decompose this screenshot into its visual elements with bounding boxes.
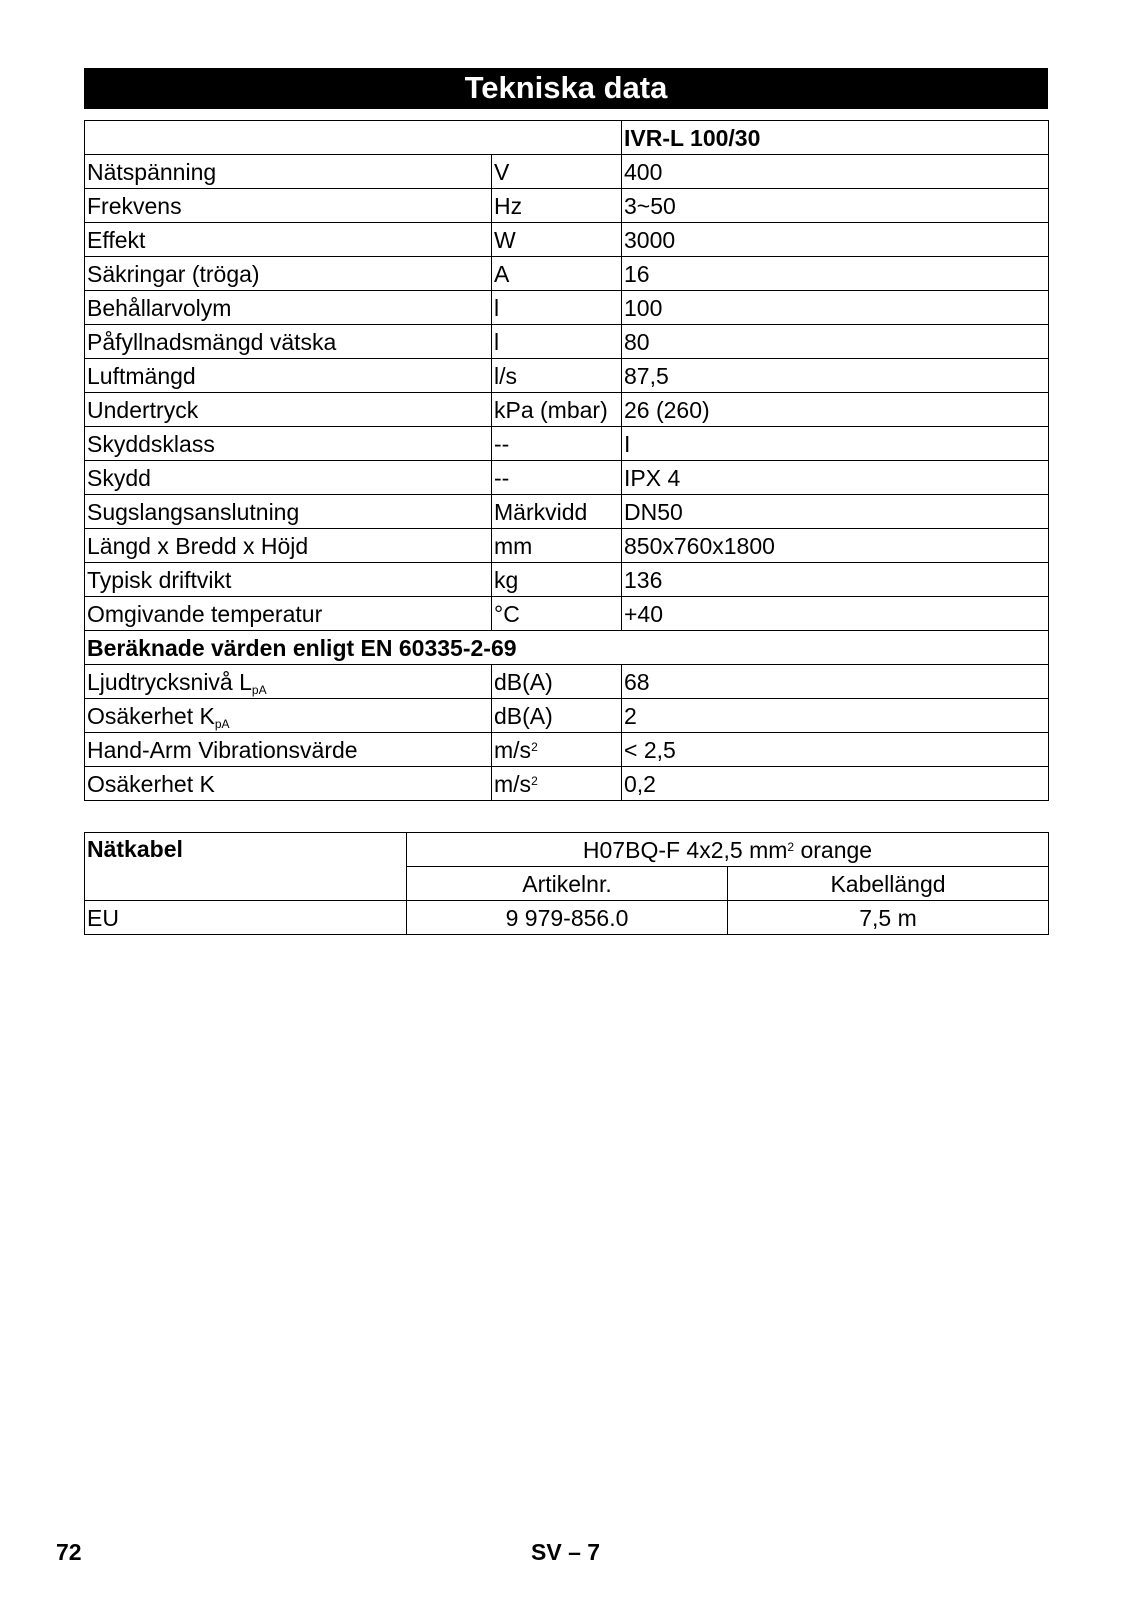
page-number: 72 (56, 1539, 82, 1565)
table-row (85, 461, 1049, 495)
row-label-text: Ljudtrycksnivå L (87, 668, 252, 695)
row-label: Luftmängd (85, 359, 492, 393)
row-label-text: Osäkerhet K (87, 702, 215, 729)
cable-article-number: 9 979-856.0 (407, 901, 728, 935)
table-row (85, 325, 1049, 359)
row-value: 26 (260) (622, 393, 1049, 427)
row-value: 16 (622, 257, 1049, 291)
cable-type-suffix: orange (794, 836, 873, 863)
row-value: 80 (622, 325, 1049, 359)
header-empty-cell (85, 121, 622, 155)
row-value: 68 (622, 665, 1049, 699)
table-row (85, 767, 1049, 801)
table-row (85, 155, 1049, 189)
row-label: Längd x Bredd x Höjd (85, 529, 492, 563)
cable-type-text: H07BQ-F 4x2,5 mm (582, 836, 788, 863)
row-unit: V (492, 155, 622, 189)
cable-length: 7,5 m (728, 901, 1049, 935)
table-row (85, 563, 1049, 597)
column-header-article: Artikelnr. (407, 867, 728, 901)
row-unit-superscript: 2 (531, 773, 538, 788)
row-unit (492, 733, 622, 767)
row-label: Omgivande temperatur (85, 597, 492, 631)
row-unit: Hz (492, 189, 622, 223)
cable-heading: Nätkabel (85, 833, 407, 901)
section-heading: Beräknade värden enligt EN 60335-2-69 (85, 631, 1049, 665)
row-unit: l (492, 291, 622, 325)
table-row (85, 529, 1049, 563)
row-label: Frekvens (85, 189, 492, 223)
table-row (85, 223, 1049, 257)
row-label: Typisk driftvikt (85, 563, 492, 597)
row-unit: kPa (mbar) (492, 393, 622, 427)
section-label: SV – 7 (531, 1539, 601, 1565)
cable-type-superscript: 2 (787, 839, 795, 854)
row-unit-text: m/s (494, 770, 532, 797)
page-title: Tekniska data (84, 68, 1048, 109)
row-value: 87,5 (622, 359, 1049, 393)
table-row (85, 393, 1049, 427)
cable-header-row (85, 833, 1049, 867)
row-unit (492, 767, 622, 801)
cable-row (85, 901, 1049, 935)
table-row (85, 257, 1049, 291)
table-header-row (85, 121, 1049, 155)
row-label: Skydd (85, 461, 492, 495)
cable-region: EU (85, 901, 407, 935)
row-value: 0,2 (622, 767, 1049, 801)
row-unit: -- (492, 427, 622, 461)
row-value: +40 (622, 597, 1049, 631)
row-label: Osäkerhet K (85, 767, 492, 801)
row-label: Skyddsklass (85, 427, 492, 461)
table-row (85, 665, 1049, 699)
table-row (85, 699, 1049, 733)
column-header-length: Kabellängd (728, 867, 1049, 901)
power-cable-table (84, 832, 1049, 935)
row-label-subscript: pA (251, 682, 267, 697)
row-value: 3000 (622, 223, 1049, 257)
row-value: 850x760x1800 (622, 529, 1049, 563)
table-row (85, 359, 1049, 393)
row-label (85, 665, 492, 699)
row-label: Hand-Arm Vibrationsvärde (85, 733, 492, 767)
row-unit: l (492, 325, 622, 359)
row-unit: dB(A) (492, 699, 622, 733)
technical-data-table (84, 120, 1049, 801)
row-label: Undertryck (85, 393, 492, 427)
row-value: < 2,5 (622, 733, 1049, 767)
row-value: I (622, 427, 1049, 461)
row-unit-text: m/s (494, 736, 532, 763)
row-label: Nätspänning (85, 155, 492, 189)
table-row (85, 189, 1049, 223)
row-value: IPX 4 (622, 461, 1049, 495)
row-unit: W (492, 223, 622, 257)
row-label: Sugslangsanslutning (85, 495, 492, 529)
row-label: Påfyllnadsmängd vätska (85, 325, 492, 359)
row-unit: kg (492, 563, 622, 597)
row-unit: mm (492, 529, 622, 563)
row-unit: dB(A) (492, 665, 622, 699)
row-unit: -- (492, 461, 622, 495)
table-row (85, 427, 1049, 461)
row-value: 100 (622, 291, 1049, 325)
row-unit: Märkvidd (492, 495, 622, 529)
row-label-subscript: pA (214, 716, 230, 731)
row-label: Behållarvolym (85, 291, 492, 325)
row-value: 3~50 (622, 189, 1049, 223)
table-row (85, 733, 1049, 767)
row-value: DN50 (622, 495, 1049, 529)
cable-type (407, 833, 1049, 867)
row-label (85, 699, 492, 733)
table-row (85, 291, 1049, 325)
row-unit-superscript: 2 (531, 739, 538, 754)
table-row (85, 597, 1049, 631)
model-name: IVR-L 100/30 (622, 121, 1049, 155)
row-value: 2 (622, 699, 1049, 733)
row-unit: °C (492, 597, 622, 631)
row-label: Säkringar (tröga) (85, 257, 492, 291)
row-value: 136 (622, 563, 1049, 597)
table-row (85, 495, 1049, 529)
row-value: 400 (622, 155, 1049, 189)
row-unit: A (492, 257, 622, 291)
row-label: Effekt (85, 223, 492, 257)
section-heading-row (85, 631, 1049, 665)
row-unit: l/s (492, 359, 622, 393)
